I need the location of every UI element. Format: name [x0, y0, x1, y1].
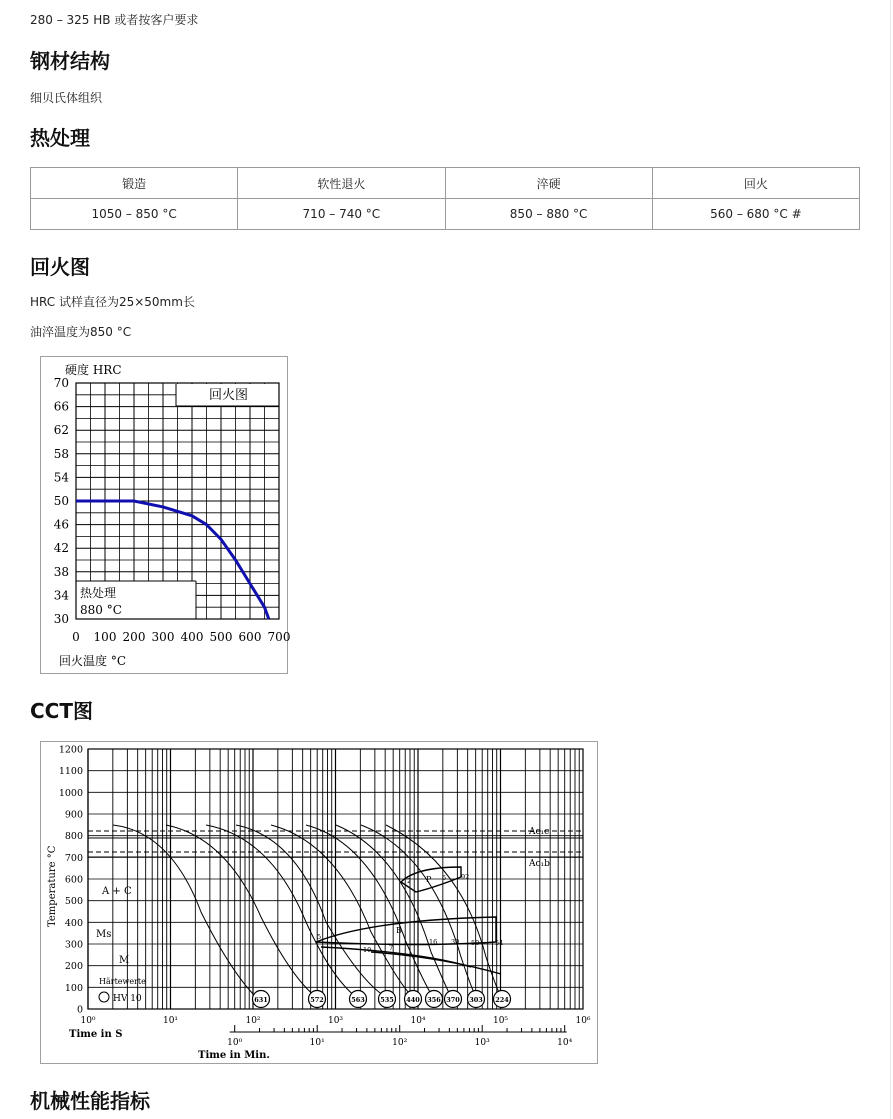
cct-y-tick-labels: [59, 745, 83, 1016]
cct-y-axis-title: Temperature °C: [47, 845, 58, 927]
x-tick-label-minutes: 10³: [474, 1038, 490, 1048]
austenite-carbide-label: A + C: [102, 886, 132, 897]
hardness-value: 224: [495, 996, 509, 1004]
x-tick-label-seconds: 10⁵: [492, 1016, 509, 1026]
x-axis-title: 回火温度 °C: [59, 654, 126, 668]
y-tick-label: 70: [53, 376, 69, 390]
cct-x-title-minutes: Time in Min.: [198, 1050, 270, 1061]
x-tick-label-seconds: 10⁶: [575, 1016, 591, 1026]
value-hardening: 850 – 880 °C: [445, 199, 652, 230]
y-tick-label: 400: [64, 917, 83, 929]
x-tick-label: 600: [238, 630, 262, 644]
header-soft-annealing: 软性退火: [238, 168, 445, 199]
y-tick-label: 600: [64, 874, 83, 886]
x-tick-label-minutes: 10⁴: [557, 1038, 573, 1048]
structure-text: 细贝氏体组织: [30, 91, 103, 105]
region-number: 50: [471, 939, 480, 947]
y-tick-label: 300: [64, 939, 83, 951]
y-tick-label: 42: [53, 541, 69, 556]
ac1c-label: Ac₁c: [529, 827, 550, 837]
header-tempering: 回火: [652, 168, 859, 199]
heat-treatment-table: [30, 167, 860, 230]
hardness-value: 572: [310, 996, 324, 1004]
heading-tempering: 回火图: [30, 255, 90, 279]
x-tick-labels: [72, 630, 290, 644]
x-tick-label: 300: [151, 630, 175, 644]
cct-x-tick-labels-seconds: [80, 1016, 590, 1026]
header-forging: 锻造: [31, 168, 238, 199]
x-tick-label-seconds: 10¹: [162, 1016, 179, 1026]
region-number: 5: [317, 933, 322, 941]
cct-chart: [41, 742, 597, 1063]
hardness-value: 440: [406, 996, 420, 1004]
y-tick-label: 1200: [58, 744, 83, 756]
y-axis-title: 硬度 HRC: [65, 363, 122, 377]
region-number: 2: [407, 877, 412, 885]
bainite-region: [316, 917, 496, 945]
y-tick-label: 34: [53, 588, 69, 603]
heading-structure: 钢材结构: [30, 49, 110, 73]
cct-minutes-axis: [230, 1025, 567, 1032]
hardness-value: 356: [427, 996, 441, 1004]
y-tick-label: 500: [64, 896, 83, 908]
y-tick-label: 30: [53, 612, 69, 626]
region-number: 54: [495, 939, 504, 947]
ms-label: Ms: [96, 929, 112, 940]
x-tick-label-minutes: 10⁰: [227, 1038, 243, 1048]
y-tick-label: 46: [53, 517, 69, 532]
y-tick-label: 200: [64, 961, 83, 973]
heading-cct: CCT图: [30, 699, 93, 723]
table-row: [31, 199, 860, 230]
hardness-line: 280 – 325 HB 或者按客户要求: [30, 13, 199, 27]
y-tick-label: 0: [76, 1004, 83, 1016]
hardness-value: 563: [351, 996, 365, 1004]
region-number: 30: [451, 938, 460, 946]
hv-label: HV 10: [113, 994, 142, 1004]
table-header-row: [31, 168, 860, 199]
y-tick-label: 62: [53, 423, 69, 438]
tempering-note-1: HRC 试样直径为25×50mm长: [30, 295, 195, 309]
y-tick-label: 66: [53, 399, 69, 414]
hardness-value: 631: [254, 996, 268, 1004]
y-tick-label: 800: [64, 831, 83, 843]
cct-grid: [88, 749, 583, 1009]
ac1b-label: Ac₁b: [529, 859, 550, 869]
region-number: 92: [461, 873, 470, 881]
tempering-chart-frame: [40, 356, 291, 674]
treatment-label: 热处理: [80, 586, 117, 600]
cooling-curve: [386, 825, 504, 997]
y-tick-label: 700: [64, 852, 83, 864]
x-tick-label-minutes: 10¹: [309, 1038, 325, 1048]
x-tick-label: 700: [267, 630, 291, 644]
hardness-circles: [253, 991, 511, 1008]
heading-mechanical: 机械性能指标: [30, 1089, 150, 1113]
x-tick-label-seconds: 10³: [327, 1016, 344, 1026]
x-tick-label-seconds: 10⁰: [80, 1016, 96, 1026]
hardness-value: 370: [446, 996, 460, 1004]
x-tick-label: 100: [93, 630, 117, 644]
cct-x-tick-labels-minutes: [227, 1038, 572, 1048]
x-tick-label-minutes: 10²: [392, 1038, 408, 1048]
x-tick-label-seconds: 10⁴: [410, 1016, 426, 1026]
y-tick-label: 58: [53, 446, 69, 461]
value-tempering: 560 – 680 °C #: [652, 199, 859, 230]
x-tick-label: 0: [72, 630, 80, 644]
tempering-chart-title: 回火图: [209, 388, 249, 403]
cct-x-title-seconds: Time in S: [69, 1029, 123, 1040]
region-number: 10: [363, 946, 372, 954]
y-tick-label: 38: [53, 564, 69, 579]
header-hardening: 淬硬: [445, 168, 652, 199]
tempering-note-2: 油淬温度为850 °C: [30, 325, 132, 339]
cooling-curve: [166, 825, 316, 997]
region-number: 7: [389, 944, 394, 952]
x-tick-label: 500: [209, 630, 233, 644]
m-label: M: [119, 955, 130, 966]
y-tick-label: 1000: [58, 787, 83, 799]
value-forging: 1050 – 850 °C: [31, 199, 238, 230]
hardness-value: 303: [469, 996, 483, 1004]
y-tick-label: 1100: [58, 766, 83, 778]
hv-circle-legend: [99, 992, 109, 1002]
y-tick-label: 100: [64, 982, 83, 994]
y-tick-label: 50: [53, 494, 69, 508]
x-tick-label-seconds: 10²: [245, 1016, 261, 1026]
region-number: 5: [442, 874, 447, 882]
value-soft-annealing: 710 – 740 °C: [238, 199, 445, 230]
x-tick-label: 200: [122, 630, 146, 644]
heading-heat-treatment: 热处理: [30, 126, 90, 150]
hardness-value: 535: [380, 996, 394, 1004]
region-number: 16: [429, 938, 438, 946]
treatment-temp: 880 °C: [80, 603, 122, 617]
tempering-chart: [41, 357, 291, 673]
y-tick-label: 54: [53, 470, 69, 485]
x-tick-label: 400: [180, 630, 204, 644]
p-label: P: [426, 875, 432, 884]
cct-chart-frame: [40, 741, 598, 1064]
y-tick-label: 900: [64, 809, 83, 821]
b-label: B: [396, 926, 402, 935]
page-right-border: [890, 0, 891, 1119]
y-tick-labels: [54, 376, 70, 626]
hardness-values-label: Härtewerte: [99, 977, 146, 986]
